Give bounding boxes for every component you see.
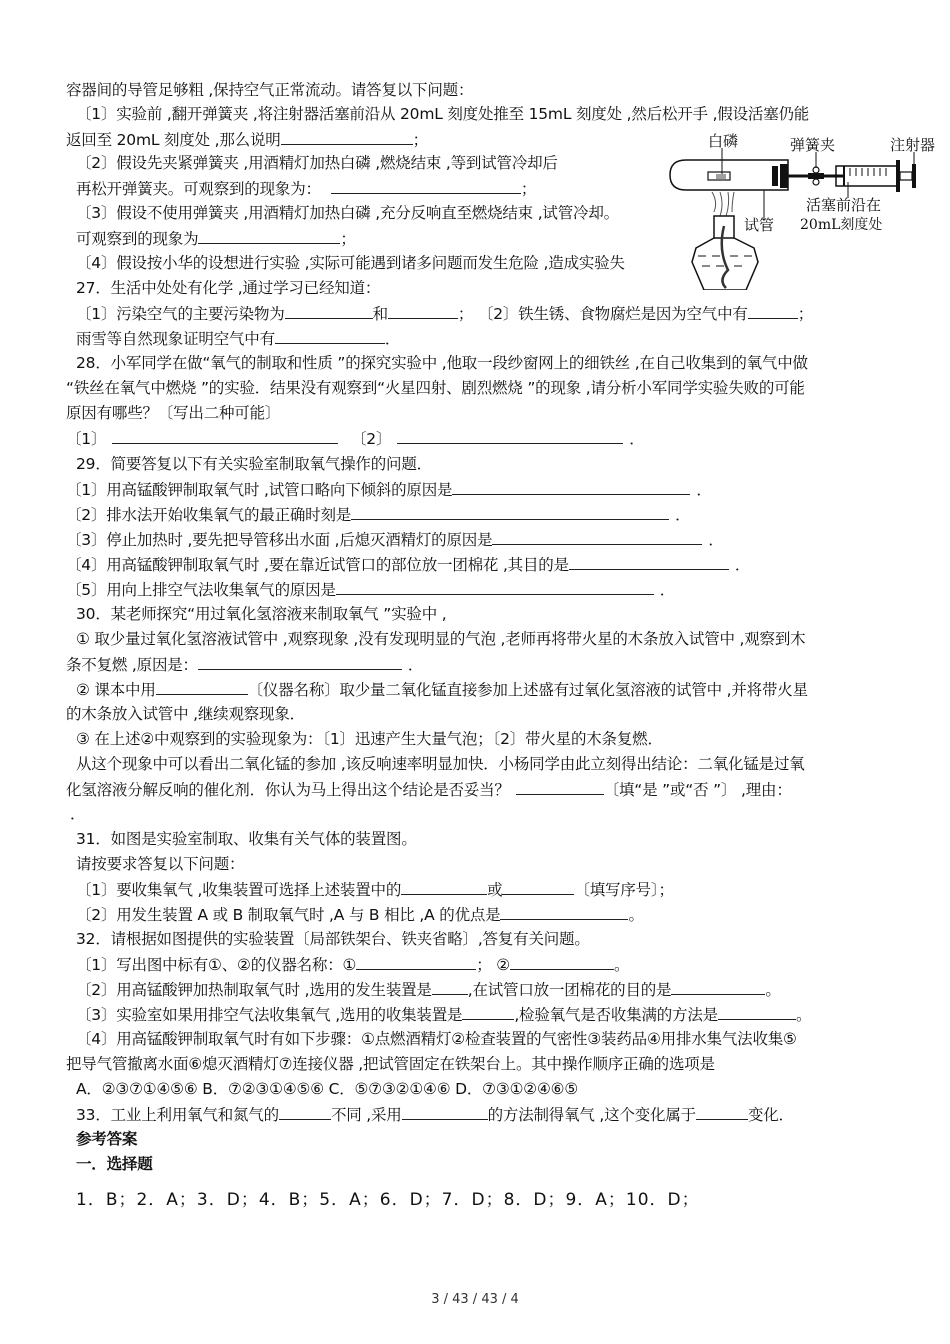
q28-line2: “铁丝在氧气中燃烧 ”的实验．结果没有观察到“火星四射、剧烈燃烧 ”的现象 ,请分析小军同学实验失败的可能 — [66, 379, 805, 397]
punct: 。 — [765, 981, 781, 999]
label-piston-line1: 活塞前沿在 — [806, 196, 882, 214]
punct: 。 — [613, 956, 630, 974]
q27-text: 和 — [372, 305, 388, 323]
q30-text: 〔填“是 ”或“否 ”〕 ,理由： — [603, 781, 792, 799]
q31-part1 — [76, 879, 674, 900]
answer-blank[interactable] — [401, 879, 487, 895]
q29-text: 〔2〕排水法开始收集氧气的最正确时刻是 — [66, 506, 352, 524]
punct: ； — [520, 180, 537, 198]
answer-blank[interactable] — [402, 1104, 488, 1120]
answer-blank[interactable] — [356, 954, 476, 970]
q33-text: 33．工业上利用氧气和氮气的 — [76, 1106, 279, 1124]
q27-text: 〔1〕污染空气的主要污染物为 — [76, 305, 285, 323]
q31-title: 31．如图是实验室制取、收集有关气体的装置图。 — [76, 830, 417, 848]
q29-text: 〔1〕用高锰酸钾制取氧气时 ,试管口略向下倾斜的原因是 — [66, 481, 453, 499]
label-spring-clip: 弹簧夹 — [790, 136, 836, 154]
punct: ． — [384, 330, 401, 348]
answer-blank[interactable] — [569, 554, 729, 570]
q28-text: 〔2〕 — [351, 430, 392, 448]
answer-blank[interactable] — [285, 303, 373, 319]
q26-intro: 容器间的导管足够粗 ,保持空气正常流动。请答复以下问题： — [66, 81, 474, 99]
answer-blank[interactable] — [516, 779, 604, 795]
q26-part1-line1: 〔1〕实验前 ,翻开弹簧夹 ,将注射器活塞前沿从 20mL 刻度处推至 15mL 刻度处 ,然后松开手 ,假设活塞仍能 — [76, 105, 810, 123]
q33-text: 的方法制得氧气 ,这个变化属于 — [487, 1106, 696, 1124]
q33-text: 变化． — [747, 1106, 794, 1124]
punct: 。 — [795, 1006, 812, 1024]
q32-part3 — [76, 1004, 811, 1025]
answer-blank[interactable] — [397, 428, 623, 444]
q27-text: ； 〔2〕铁生锈、食物腐烂是因为空气中有 — [457, 305, 748, 323]
q32-options: A．②③⑦①④⑤⑥ B．⑦②③①④⑤⑥ C．⑤⑦③②①④⑥ D．⑦③①②④⑥⑤ — [76, 1080, 579, 1098]
q29-item-5 — [66, 579, 675, 600]
q32-text: ,检验氧气是否收集满的方法是 — [514, 1006, 718, 1024]
q30-title: 30．某老师探究“用过氧化氢溶液来制取氧气 ”实验中 , — [76, 605, 447, 623]
answer-blank[interactable] — [331, 178, 521, 194]
punct: ． — [407, 656, 424, 674]
apparatus-figure — [668, 130, 948, 290]
punct: ． — [734, 556, 751, 574]
q33-line — [76, 1104, 794, 1125]
answer-blank[interactable] — [696, 1104, 748, 1120]
punct: ． — [675, 506, 691, 524]
q30-conclusion-line1: 从这个现象中可以看出二氧化锰的参加 ,该反响速率明显加快．小杨同学由此立刻得出结论：二氧化锰是过氧 — [76, 755, 805, 773]
answer-blank[interactable] — [510, 954, 614, 970]
q26-part2-line2 — [76, 178, 536, 199]
answer-blank[interactable] — [351, 504, 669, 520]
answer-blank[interactable] — [452, 479, 690, 495]
q31-subtitle: 请按要求答复以下问题： — [76, 855, 245, 873]
punct: ． — [708, 531, 724, 549]
punct: ； — [340, 230, 356, 248]
answer-blank[interactable] — [462, 1004, 514, 1020]
answer-blank[interactable] — [671, 979, 765, 995]
q30-step2-line1 — [76, 679, 808, 700]
q26-part1-text: 返回至 20mL 刻度处 ,那么说明 — [66, 131, 281, 149]
answer-blank[interactable] — [492, 529, 702, 545]
q29-text: 〔3〕停止加热时 ,要先把导管移出水面 ,后熄灭酒精灯的原因是 — [66, 531, 493, 549]
answer-blank[interactable] — [748, 303, 798, 319]
q28-line1: 28．小军同学在做“氧气的制取和性质 ”的探究实验中 ,他取一段纱窗网上的细铁丝 ,在自己收集到的氧气中做 — [76, 354, 808, 372]
q26-part4-line1: 〔4〕假设按小华的设想进行实验 ,实际可能遇到诸多问题而发生危险 ,造成实验失 — [76, 254, 625, 272]
punct: ． — [629, 430, 645, 448]
label-piston-line2: 20mL刻度处 — [800, 217, 883, 233]
q31-text: 〔1〕要收集氧气 ,收集装置可选择上述装置中的 — [76, 881, 402, 899]
punct: ． — [696, 481, 712, 499]
q32-part4-line1: 〔4〕用高锰酸钾制取氧气时有如下步骤：①点燃酒精灯②检查装置的气密性③装药品④用排水集气法收集⑤ — [76, 1030, 797, 1048]
q32-part4-line2: 把导气管撤离水面⑥熄灭酒精灯⑦连接仪器 ,把试管固定在铁架台上。其中操作顺序正确的选项是 — [66, 1055, 715, 1073]
q32-text: ,在试管口放一团棉花的目的是 — [467, 981, 672, 999]
punct: ． — [659, 581, 676, 599]
page-number: 3 / 43 / 43 / 4 — [431, 1292, 519, 1307]
q30-step3: ③ 在上述②中观察到的实验现象为：〔1〕迅速产生大量气泡；〔2〕带火星的木条复燃． — [76, 730, 663, 748]
q31-text: 〔2〕用发生装置 A 或 B 制取氧气时 ,A 与 B 相比 ,A 的优点是 — [76, 906, 501, 924]
q26-part2-text: 再松开弹簧夹。可观察到的现象为： — [76, 180, 321, 198]
q32-text: 〔2〕用高锰酸钾加热制取氧气时 ,选用的发生装置是 — [76, 981, 432, 999]
q26-part1-line2 — [66, 129, 428, 150]
q30-conclusion-line2 — [66, 779, 792, 800]
label-test-tube: 试管 — [744, 216, 775, 234]
q31-part2 — [76, 904, 644, 925]
q27-line1 — [76, 303, 813, 324]
answer-blank[interactable] — [500, 904, 628, 920]
q32-text: 〔3〕实验室如果用排空气法收集氧气 ,选用的收集装置是 — [76, 1006, 463, 1024]
q29-item-3 — [66, 529, 724, 550]
stopper-shape — [780, 164, 788, 188]
answer-blank[interactable] — [336, 579, 654, 595]
answer-blank[interactable] — [112, 428, 338, 444]
q29-item-4 — [66, 554, 750, 575]
answer-blank[interactable] — [279, 1104, 331, 1120]
answer-blank[interactable] — [502, 879, 574, 895]
q30-step1-line2 — [66, 654, 423, 675]
q29-item-2 — [66, 504, 690, 525]
q31-text: 或 — [487, 881, 503, 899]
label-white-phosphorus: 白磷 — [708, 132, 739, 150]
q28-answers — [66, 428, 645, 449]
answer-blank[interactable] — [718, 1004, 796, 1020]
answer-blank[interactable] — [281, 129, 413, 145]
q26-part3-line1: 〔3〕假设不使用弹簧夹 ,用酒精灯加热白磷 ,充分反响直至燃烧结束 ,试管冷却。 — [76, 203, 623, 223]
q30-text: ② 课本中用 — [76, 681, 156, 699]
q32-title: 32．请根据如图提供的实验装置〔局部铁架台、铁夹省略〕,答复有关问题。 — [76, 930, 590, 948]
q32-text: ； ② — [476, 956, 510, 974]
q32-part2 — [76, 979, 781, 1000]
q28-line3: 原因有哪些？〔写出二种可能〕 — [66, 404, 281, 422]
punct: ； — [412, 131, 428, 149]
label-syringe: 注射器 — [890, 136, 936, 154]
q27-text: 雨雪等自然现象证明空气中有 — [76, 330, 275, 348]
q30-conclusion-line3: ． — [70, 805, 86, 823]
q29-text: 〔5〕用向上排空气法收集氧气的原因是 — [66, 581, 336, 599]
q27-title: 27．生活中处处有化学 ,通过学习已经知道： — [76, 279, 381, 297]
answers-heading: 参考答案 — [76, 1130, 138, 1148]
q32-text: 〔1〕写出图中标有①、②的仪器名称：① — [76, 956, 357, 974]
q30-text: 〔仪器名称〕取少量二氧化锰直接参加上述盛有过氧化氢溶液的试管中 ,并将带火星 — [247, 681, 808, 699]
answer-blank[interactable] — [156, 679, 248, 695]
answer-blank[interactable] — [275, 328, 385, 344]
q33-text: 不同 ,采用 — [330, 1106, 402, 1124]
q28-text: 〔1〕 — [66, 430, 107, 448]
answer-blank[interactable] — [198, 654, 402, 670]
syringe-shape — [836, 166, 898, 186]
test-tube-shape — [670, 160, 788, 190]
punct: ； — [797, 305, 813, 323]
q30-text: 条不复燃 ,原因是： — [66, 656, 198, 674]
punct: 。 — [628, 906, 644, 924]
q27-line2 — [76, 328, 400, 349]
answer-blank[interactable] — [198, 228, 340, 244]
q30-step1-line1: ① 取少量过氧化氢溶液试管中 ,观察现象 ,没有发现明显的气泡 ,老师再将带火星的木条放入试管中 ,观察到木 — [76, 630, 806, 648]
q29-text: 〔4〕用高锰酸钾制取氧气时 ,要在靠近试管口的部位放一团棉花 ,其目的是 — [66, 556, 569, 574]
q29-title: 29．简要答复以下有关实验室制取氧气操作的问题． — [76, 455, 432, 473]
multiple-choice-answers: 1．B；2．A；3．D；4．B；5．A；6．D；7．D；8．D；9．A；10．D； — [76, 1190, 700, 1210]
q26-part3-text: 可观察到的现象为 — [76, 230, 199, 248]
q30-text: 化氢溶液分解反响的催化剂．你认为马上得出这个结论是否妥当？ — [66, 781, 510, 799]
q31-text: 〔填写序号〕； — [574, 881, 674, 899]
answers-section-title: 一．选择题 — [76, 1155, 153, 1173]
q26-part2-line1: 〔2〕假设先夹紧弹簧夹 ,用酒精灯加热白磷 ,燃烧结束 ,等到试管冷却后 — [76, 154, 558, 172]
answer-blank[interactable] — [388, 303, 458, 319]
q32-part1 — [76, 954, 629, 975]
q26-part3-line2 — [76, 228, 356, 249]
q30-step2-line2: 的木条放入试管中 ,继续观察现象． — [66, 705, 305, 723]
q29-item-1 — [66, 479, 712, 500]
answer-blank[interactable] — [432, 979, 468, 995]
